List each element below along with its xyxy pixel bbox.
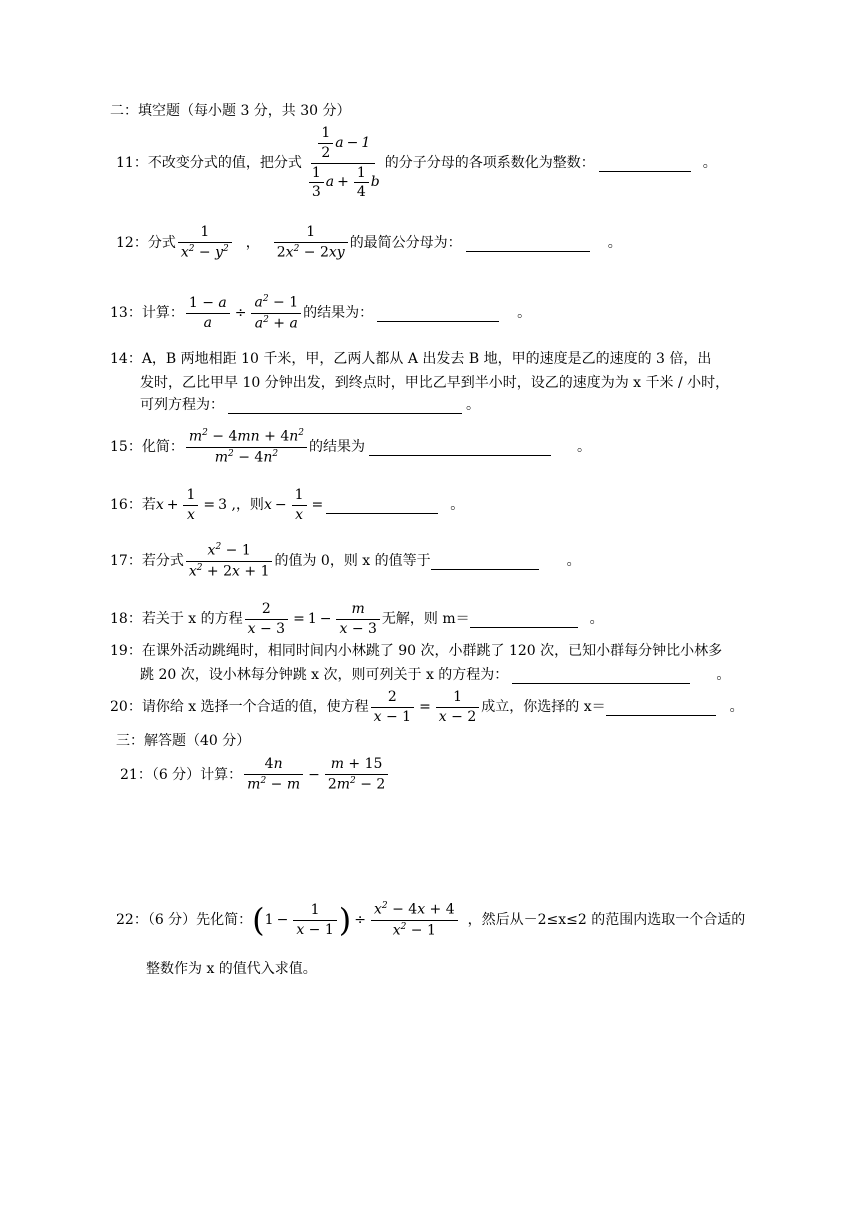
q20-suffix: 成立，你选择的 x＝ bbox=[481, 698, 606, 715]
question-12 bbox=[116, 220, 622, 266]
q22-expression: ( 1 − $\frac{1}{x - 1}$ ) ÷ $\frac{x^2 - 4x + 4}{x^2 - 1}$ bbox=[252, 900, 459, 940]
section-2-title: 二：填空题（每小题 3 分，共 30 分） bbox=[110, 103, 351, 119]
question-22 bbox=[116, 892, 745, 948]
q12-comma: ， bbox=[245, 234, 260, 251]
q17-suffix: 的值为 0，则 x 的值等于 bbox=[274, 552, 431, 569]
q20-prefix: 20：请你给 x 选择一个合适的值，使方程 bbox=[110, 698, 369, 715]
q11-prefix: 11：不改变分式的值，把分式 bbox=[116, 154, 302, 171]
question-15 bbox=[110, 424, 591, 470]
q20-end: 。 bbox=[729, 698, 744, 715]
q13-answer-blank[interactable] bbox=[377, 305, 499, 322]
q13-suffix: 的结果为： bbox=[303, 304, 374, 321]
question-21 bbox=[120, 752, 390, 798]
q12-end: 。 bbox=[607, 234, 622, 251]
q12-suffix: 的最简公分母为： bbox=[349, 234, 462, 251]
q21-prefix: 21：（6 分）计算： bbox=[120, 766, 243, 783]
q13-prefix: 13：计算： bbox=[110, 304, 184, 321]
q16-expression: x − $\frac{1}{x}$ = bbox=[263, 486, 324, 523]
q18-end: 。 bbox=[589, 610, 604, 627]
q18-prefix: 18：若关于 x 的方程 bbox=[110, 610, 243, 627]
q13-fraction-2: $\frac{a^2 - 1}{a^2 + a}$ bbox=[251, 293, 301, 333]
q19-line-1: 19：在课外活动跳绳时，相同时间内小林跳了 90 次，小群跳了 120 次，已知小群每分钟比小林多 bbox=[110, 643, 723, 659]
q11-end: 。 bbox=[702, 154, 717, 171]
q16-mid: ，则 bbox=[235, 496, 264, 513]
q13-end: 。 bbox=[517, 304, 532, 321]
q18-equation: $\frac{2}{x - 3}$ = 1 − $\frac{m}{x - 3}$ bbox=[243, 600, 382, 639]
q12-fraction-1: $\frac{1}{x^2 - y^2}$ bbox=[178, 223, 232, 262]
q13-divide-sign: ÷ bbox=[234, 304, 247, 321]
q15-fraction: $\frac{m^2 - 4mn + 4n^2}{m^2 - 4n^2}$ bbox=[186, 427, 307, 467]
q22-line-2: 整数作为 x 的值代入求值。 bbox=[146, 961, 317, 977]
q17-answer-blank[interactable] bbox=[431, 553, 539, 570]
q14-line-2: 发时，乙比甲早 10 分钟出发，到终点时，甲比乙早到半小时，设乙的速度为为 x 千米 / 小时， bbox=[140, 375, 730, 391]
q14-end: 。 bbox=[466, 396, 480, 413]
q17-prefix: 17：若分式 bbox=[110, 552, 184, 569]
q12-answer-blank[interactable] bbox=[466, 235, 590, 252]
q12-prefix: 12：分式 bbox=[116, 234, 176, 251]
section-3-title: 三：解答题（40 分） bbox=[116, 733, 251, 749]
q16-prefix: 16：若 bbox=[110, 496, 156, 513]
q11-suffix: 的分子分母的各项系数化为整数： bbox=[384, 154, 595, 171]
q19-end: 。 bbox=[716, 666, 731, 683]
q12-fraction-2: $\frac{1}{2x^2 - 2xy}$ bbox=[274, 223, 348, 262]
q14-line-1: 14：A，B 两地相距 10 千米，甲，乙两人都从 A 出发去 B 地，甲的速度是乙的速度的 3 倍，出 bbox=[110, 351, 712, 367]
question-18 bbox=[110, 596, 604, 642]
q16-condition: x + $\frac{1}{x}$ = 3 , bbox=[155, 486, 236, 523]
q15-prefix: 15：化简： bbox=[110, 438, 184, 455]
q17-end: 。 bbox=[566, 552, 581, 569]
q22-suffix: ，然后从－2≤x≤2 的范围内选取一个合适的 bbox=[467, 911, 746, 928]
q11-answer-blank[interactable] bbox=[599, 155, 691, 172]
question-13 bbox=[110, 290, 531, 336]
q19-line-2 bbox=[140, 664, 730, 686]
q16-answer-blank[interactable] bbox=[326, 497, 438, 514]
q17-fraction: $\frac{x^2 - 1}{x^2 + 2x + 1}$ bbox=[186, 541, 273, 581]
q20-equation: $\frac{2}{x - 1}$ = $\frac{1}{x - 2}$ bbox=[369, 688, 482, 727]
q19-answer-blank[interactable] bbox=[512, 667, 690, 684]
question-20 bbox=[110, 684, 744, 730]
q14-answer-blank[interactable] bbox=[228, 397, 462, 414]
q11-fraction: $\frac{1}{2}$ a − 1 $\frac{1}{3}$ a + $\frac{1}{4}$ b bbox=[304, 124, 383, 203]
q22-prefix: 22：（6 分）先化简： bbox=[116, 911, 253, 928]
q19-line-2-text: 跳 20 次，设小林每分钟跳 x 次，则可列关于 x 的方程为： bbox=[140, 666, 509, 683]
q15-suffix: 的结果为 bbox=[309, 438, 366, 455]
q21-expression: $\frac{4n}{m^2 - m}$ − $\frac{m + 15}{2m^2 - 2}$ bbox=[242, 755, 390, 794]
q14-line-3-text: 可列方程为： bbox=[140, 396, 224, 413]
question-11 bbox=[116, 122, 717, 204]
q14-line-3 bbox=[140, 394, 480, 416]
q18-answer-blank[interactable] bbox=[470, 611, 578, 628]
q20-answer-blank[interactable] bbox=[606, 699, 716, 716]
q13-fraction-1: $\frac{1 - a}{a}$ bbox=[186, 294, 230, 333]
question-17 bbox=[110, 538, 581, 584]
q18-suffix: 无解，则 m＝ bbox=[381, 610, 470, 627]
q15-end: 。 bbox=[577, 438, 592, 455]
question-16 bbox=[110, 482, 464, 528]
q15-answer-blank[interactable] bbox=[369, 439, 551, 456]
q16-end: 。 bbox=[450, 496, 465, 513]
